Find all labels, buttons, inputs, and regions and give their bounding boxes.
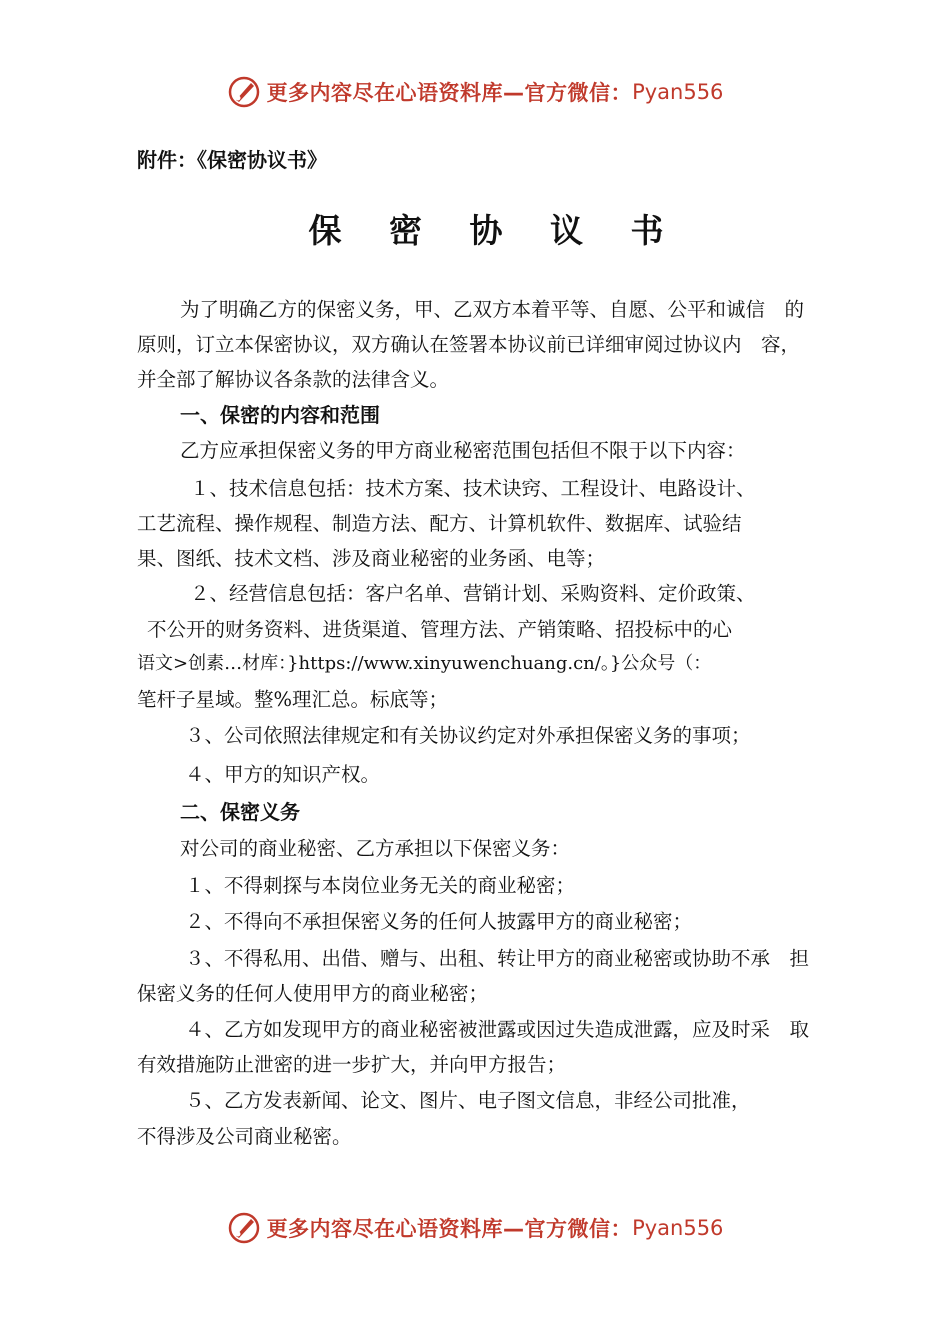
section-heading: 二、保密义务 [180,800,300,824]
paragraph-line: 有效措施防止泄密的进一步扩大，并向甲方报告； [137,1053,567,1076]
paragraph-line: 语文>创素…材库：}https://www.xinyuwenchuang.cn/。}公众号（： [137,653,712,674]
list-item: ２、不得向不承担保密义务的任何人披露甲方的商业秘密； [185,910,693,933]
list-item: １、技术信息包括：技术方案、技术诀窍、工程设计、电路设计、 [190,477,756,500]
paragraph-line: 保密义务的任何人使用甲方的商业秘密； [137,982,489,1005]
paragraph-line: 笔杆子星域。整%理汇总。标底等； [137,688,449,711]
list-item: １、不得刺探与本岗位业务无关的商业秘密； [185,874,576,897]
paragraph-line: 乙方应承担保密义务的甲方商业秘密范围包括但不限于以下内容： [180,439,746,462]
header-banner [0,72,950,112]
footer-banner [0,1208,950,1248]
list-item: ３、公司依照法律规定和有关协议约定对外承担保密义务的事项； [185,724,751,747]
pen-circle-icon [227,1211,261,1245]
paragraph-line: 工艺流程、操作规程、制造方法、配方、计算机软件、数据库、试验结 [137,512,742,535]
paragraph-line: 并全部了解协议各条款的法律含义。 [137,368,450,391]
paragraph-line: 不得涉及公司商业秘密。 [137,1125,352,1148]
banner-wechat-code: Pyan556 [632,1216,724,1240]
attachment-label: 附件：《保密协议书》 [137,148,327,172]
list-item: ３、不得私用、出借、赠与、出租、转让甲方的商业秘密或协助不承 担 [185,947,810,970]
paragraph-line: 原则，订立本保密协议，双方确认在签署本协议前已详细审阅过协议内 容， [137,333,801,356]
paragraph-line: 为了明确乙方的保密义务，甲、乙双方本着平等、自愿、公平和诚信 的 [180,298,805,321]
paragraph-line: 不公开的财务资料、进货渠道、管理方法、产销策略、招投标中的心 [147,618,733,641]
list-item: ４、甲方的知识产权。 [185,763,381,786]
section-heading: 一、保密的内容和范围 [180,403,380,427]
list-item: ２、经营信息包括：客户名单、营销计划、采购资料、定价政策、 [190,582,756,605]
list-item: ５、乙方发表新闻、论文、图片、电子图文信息，非经公司批准， [185,1089,751,1112]
banner-text: 更多内容尽在心语资料库—官方微信： [266,81,633,105]
paragraph-line: 果、图纸、技术文档、涉及商业秘密的业务函、电等； [137,547,606,570]
list-item: ４、乙方如发现甲方的商业秘密被泄露或因过失造成泄露，应及时采 取 [185,1018,810,1041]
banner-text: 更多内容尽在心语资料库—官方微信： [266,1217,633,1241]
document-title: 保 密 协 议 书 [308,211,682,250]
paragraph-line: 对公司的商业秘密、乙方承担以下保密义务： [180,837,571,860]
pen-circle-icon [227,75,261,109]
banner-wechat-code: Pyan556 [632,80,724,104]
